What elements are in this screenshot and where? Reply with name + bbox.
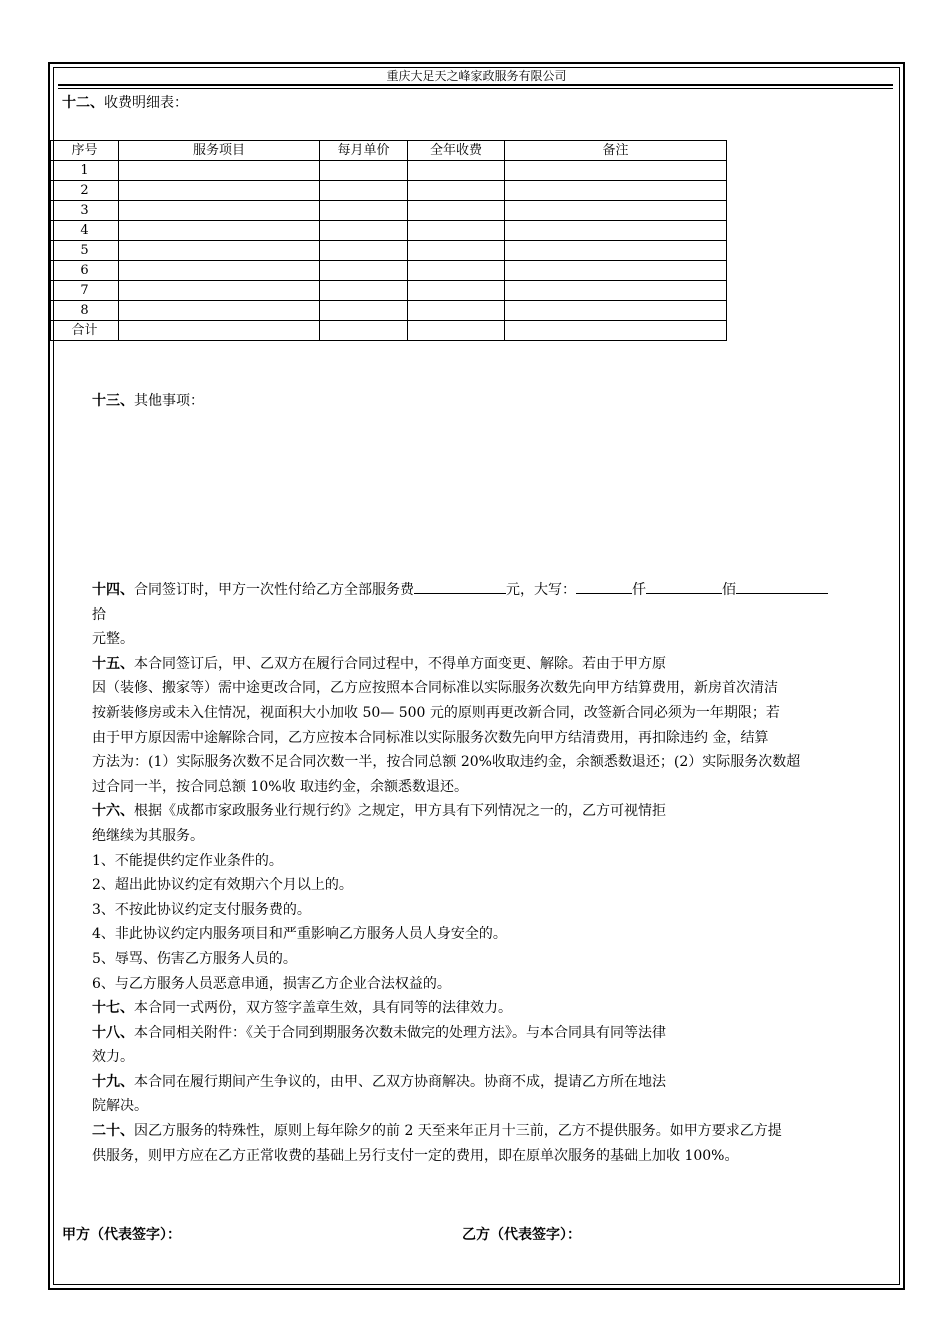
- section-15-line-2: 因（装修、搬家等）需中途更改合同，乙方应按照本合同标准以实际服务次数先向甲方结算费用，新房首次清洁: [92, 680, 778, 697]
- table-row: [51, 241, 727, 261]
- table-row: [51, 221, 727, 241]
- cell: [320, 281, 408, 301]
- section-15-line-1: [92, 652, 895, 677]
- cell: [119, 261, 320, 281]
- section-15-line-4: 由于甲方原因需中途解除合同，乙方应按本合同标准以实际服务次数先向甲方结清费用，再扣除违约 金，结算: [92, 729, 769, 746]
- section-20-line-1: [92, 1119, 895, 1144]
- col-header-service: 服务项目: [119, 141, 320, 161]
- cell: [119, 201, 320, 221]
- section-16-number: 十六、: [92, 803, 134, 820]
- section-13-title: 其他事项：: [134, 393, 204, 409]
- section-18-line-2: 效力。: [92, 1049, 134, 1066]
- list-item: 2、超出此协议约定有效期六个月以上的。: [92, 877, 353, 894]
- list-item: 3、不按此协议约定支付服务费的。: [92, 901, 311, 918]
- row-number: 6: [51, 261, 119, 281]
- table-row: [51, 261, 727, 281]
- section-20-number: 二十、: [92, 1123, 134, 1140]
- cell: [119, 301, 320, 321]
- section-20-text: 因乙方服务的特殊性，原则上每年除夕的前 2 天至来年正月十三前，乙方不提供服务。如甲方要求乙方提: [134, 1123, 782, 1140]
- section-14-number: 十四、: [92, 582, 134, 598]
- row-number: 1: [51, 161, 119, 181]
- section-16-line-2: 绝继续为其服务。: [92, 827, 204, 844]
- section-15-text: 本合同签订后，甲、乙双方在履行合同过程中，不得单方面变更、解除。若由于甲方原: [134, 655, 666, 672]
- cell: [119, 161, 320, 181]
- cell: [408, 201, 505, 221]
- cell: [408, 261, 505, 281]
- unit-qian: 仟: [632, 582, 646, 598]
- cell: [320, 221, 408, 241]
- table-row: [51, 301, 727, 321]
- cell: [320, 321, 408, 341]
- cell: [505, 301, 727, 321]
- row-number: 2: [51, 181, 119, 201]
- section-19-line-1: [92, 1070, 895, 1095]
- table-row: [51, 281, 727, 301]
- total-label: 合计: [51, 321, 119, 341]
- header-rule: [58, 84, 893, 86]
- cell: [320, 301, 408, 321]
- section-17-number: 十七、: [92, 1000, 134, 1017]
- cell: [408, 241, 505, 261]
- cell: [119, 321, 320, 341]
- cell: [505, 161, 727, 181]
- party-b-signature-label: 乙方（代表签字）：: [462, 1227, 581, 1243]
- section-12-heading: [62, 92, 188, 114]
- table-row: [51, 161, 727, 181]
- section-13-heading: [92, 391, 204, 411]
- cell: [119, 241, 320, 261]
- section-14-text: 合同签订时，甲方一次性付给乙方全部服务费: [134, 582, 414, 598]
- header-rule-thin: [58, 88, 893, 89]
- cell: [408, 161, 505, 181]
- list-item: 1、不能提供约定作业条件的。: [92, 852, 283, 869]
- cell: [505, 201, 727, 221]
- amount-qian-blank[interactable]: [576, 579, 632, 594]
- cell: [408, 281, 505, 301]
- cell: [505, 321, 727, 341]
- section-17-text: 本合同一式两份，双方签字盖章生效，具有同等的法律效力。: [134, 1000, 512, 1017]
- col-header-monthly-price: 每月单价: [320, 141, 408, 161]
- col-header-annual-fee: 全年收费: [408, 141, 505, 161]
- section-13-number: 十三、: [92, 393, 134, 409]
- cell: [505, 241, 727, 261]
- row-number: 4: [51, 221, 119, 241]
- contract-body: [92, 578, 895, 1168]
- row-number: 3: [51, 201, 119, 221]
- list-item: 5、辱骂、伤害乙方服务人员的。: [92, 950, 297, 967]
- cell: [408, 321, 505, 341]
- unit-bai: 佰: [722, 582, 736, 598]
- section-12-title: 收费明细表：: [104, 95, 188, 111]
- cell: [505, 181, 727, 201]
- section-19-line-2: 院解决。: [92, 1098, 148, 1115]
- table-row: [51, 181, 727, 201]
- list-item: 6、与乙方服务人员恶意串通，损害乙方企业合法权益的。: [92, 975, 451, 992]
- cell: [408, 301, 505, 321]
- section-14: [92, 578, 895, 603]
- section-19-number: 十九、: [92, 1073, 134, 1090]
- amount-shi-blank[interactable]: [736, 579, 828, 594]
- section-19-text: 本合同在履行期间产生争议的，由甲、乙双方协商解决。协商不成，提请乙方所在地法: [134, 1073, 666, 1090]
- party-a-signature-label: 甲方（代表签字）：: [62, 1227, 181, 1243]
- fee-table: [50, 140, 727, 341]
- cell: [505, 281, 727, 301]
- section-18-text: 本合同相关附件：《关于合同到期服务次数未做完的处理方法》。与本合同具有同等法律: [134, 1024, 666, 1041]
- section-15-line-5: 方法为：(1）实际服务次数不足合同次数一半，按合同总额 20%收取违约金，余额悉数退还；(2）实际服务次数超: [92, 754, 801, 771]
- cell: [320, 181, 408, 201]
- table-row: [51, 201, 727, 221]
- section-16-text: 根据《成都市家政服务业行规行约》之规定，甲方具有下列情况之一的，乙方可视情拒: [134, 803, 666, 820]
- cell: [320, 161, 408, 181]
- cell: [408, 181, 505, 201]
- table-total-row: [51, 321, 727, 341]
- section-14-shi: 拾: [92, 606, 106, 623]
- section-16-line-1: [92, 799, 895, 824]
- cell: [119, 281, 320, 301]
- fee-amount-blank[interactable]: [414, 579, 506, 594]
- company-header: 重庆大足天之峰家政服务有限公司: [386, 69, 567, 83]
- cell: [320, 241, 408, 261]
- cell: [505, 221, 727, 241]
- cell: [320, 201, 408, 221]
- section-12-number: 十二、: [62, 95, 104, 111]
- section-15-number: 十五、: [92, 655, 134, 672]
- fee-table-header-row: [51, 141, 727, 161]
- cell: [320, 261, 408, 281]
- section-15-line-3: 按新装修房或未入住情况，视面积大小加收 50— 500 元的原则再更改新合同，改签新合同必须为一年期限；若: [92, 704, 780, 721]
- section-15-line-6: 过合同一半，按合同总额 10%收 取违约金，余额悉数退还。: [92, 778, 469, 795]
- section-20-line-2: 供服务，则甲方应在乙方正常收费的基础上另行支付一定的费用，即在原单次服务的基础上加收 100%。: [92, 1147, 739, 1164]
- col-header-remarks: 备注: [505, 141, 727, 161]
- section-14-text-2: 元，大写：: [506, 582, 576, 598]
- row-number: 5: [51, 241, 119, 261]
- section-17: [92, 996, 895, 1021]
- cell: [119, 221, 320, 241]
- col-header-no: 序号: [51, 141, 119, 161]
- section-14-tail: 元整。: [92, 631, 134, 648]
- row-number: 8: [51, 301, 119, 321]
- row-number: 7: [51, 281, 119, 301]
- cell: [119, 181, 320, 201]
- list-item: 4、非此协议约定内服务项目和严重影响乙方服务人员人身安全的。: [92, 926, 507, 943]
- amount-bai-blank[interactable]: [646, 579, 722, 594]
- cell: [408, 221, 505, 241]
- section-18-number: 十八、: [92, 1024, 134, 1041]
- cell: [505, 261, 727, 281]
- section-18-line-1: [92, 1021, 895, 1046]
